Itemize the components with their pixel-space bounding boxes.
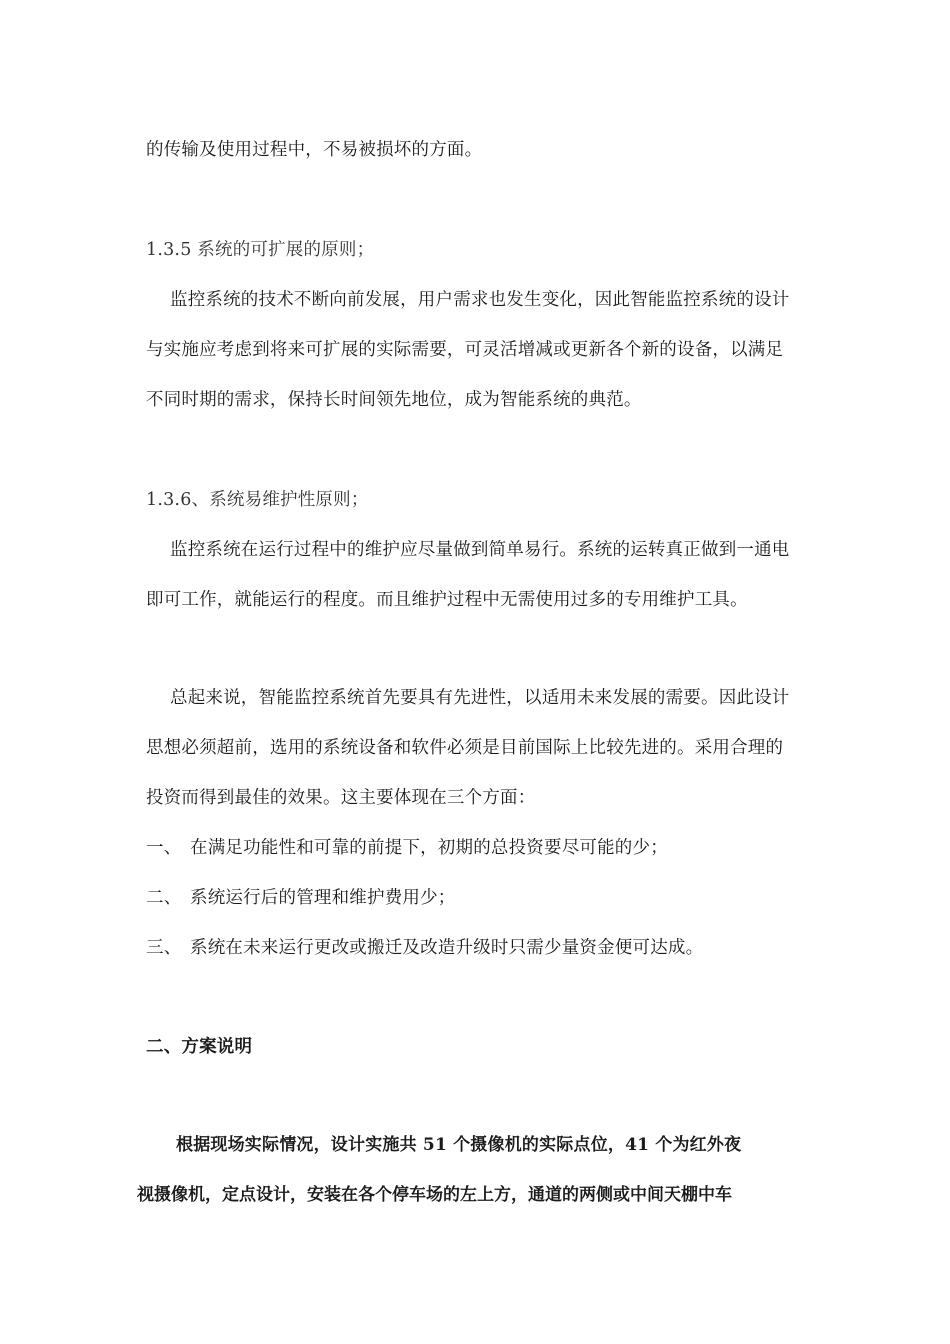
paragraph-line: 视摄像机，定点设计，安装在各个停车场的左上方，通道的两侧或中间天棚中车 (137, 1185, 732, 1205)
list-item-text: 系统运行后的管理和维护费用少； (190, 888, 456, 908)
paragraph-line: 即可工作，就能运行的程度。而且维护过程中无需使用过多的专用维护工具。 (146, 590, 748, 610)
section-heading-1-3-5: 1.3.5 系统的可扩展的原则； (146, 240, 375, 260)
list-marker: 二、 (146, 888, 182, 908)
list-item (146, 886, 456, 910)
paragraph-line: 投资而得到最佳的效果。这主要体现在三个方面： (146, 788, 536, 808)
list-item-text: 系统在未来运行更改或搬迁及改造升级时只需少量资金便可达成。 (190, 938, 704, 958)
paragraph-line: 与实施应考虑到将来可扩展的实际需要，可灵活增减或更新各个新的设备，以满足 (146, 340, 784, 360)
paragraph-line: 不同时期的需求，保持长时间领先地位，成为智能系统的典范。 (146, 390, 642, 410)
list-item (146, 936, 703, 960)
list-item (146, 836, 668, 860)
paragraph-line: 的传输及使用过程中，不易被损坏的方面。 (146, 140, 483, 160)
paragraph-line: 总起来说，智能监控系统首先要具有先进性，以适用未来发展的需要。因此设计 (170, 688, 790, 708)
paragraph-line: 监控系统在运行过程中的维护应尽量做到简单易行。系统的运转真正做到一通电 (170, 540, 790, 560)
list-item-text: 在满足功能性和可靠的前提下，初期的总投资要尽可能的少； (190, 838, 668, 858)
list-marker: 一、 (146, 838, 182, 858)
list-marker: 三、 (146, 938, 182, 958)
paragraph-line: 根据现场实际情况，设计实施共 51 个摄像机的实际点位，41 个为红外夜 (176, 1135, 742, 1155)
section-heading-1-3-6: 1.3.6、系统易维护性原则； (146, 490, 369, 510)
paragraph-line: 思想必须超前，选用的系统设备和软件必须是目前国际上比较先进的。采用合理的 (146, 738, 784, 758)
paragraph-line: 监控系统的技术不断向前发展，用户需求也发生变化，因此智能监控系统的设计 (170, 290, 790, 310)
section-title: 二、方案说明 (146, 1037, 253, 1057)
